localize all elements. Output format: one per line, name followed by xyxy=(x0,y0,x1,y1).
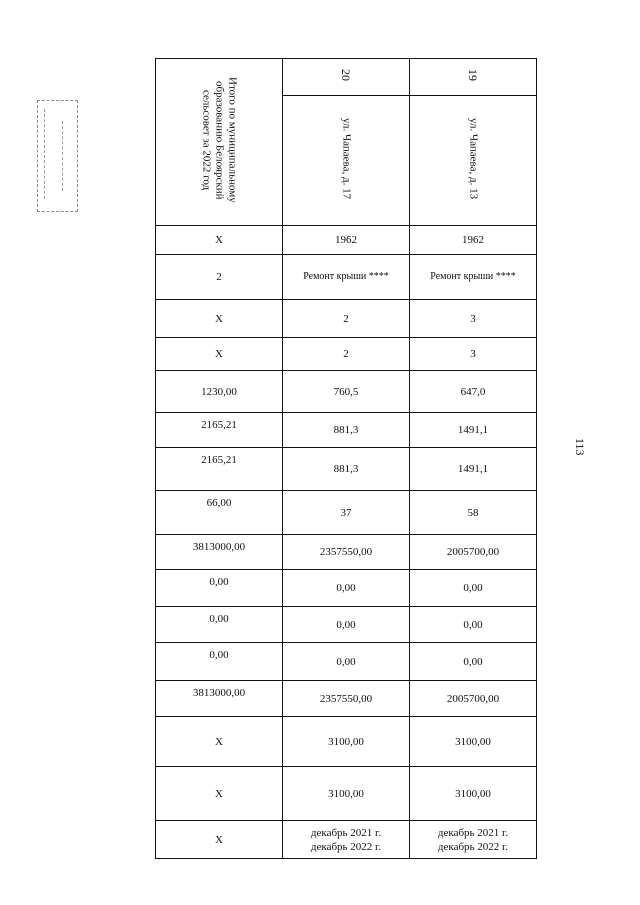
total-cell: X xyxy=(156,717,283,767)
cell-19: 3 xyxy=(410,300,537,338)
data-table xyxy=(155,58,537,859)
cell-20: 2 xyxy=(283,338,410,371)
table-row xyxy=(156,821,537,859)
table-row xyxy=(156,338,537,371)
total-cell: X xyxy=(156,821,283,859)
cell-20: 0,00 xyxy=(283,643,410,681)
cell-19: 0,00 xyxy=(410,643,537,681)
table-row xyxy=(156,570,537,607)
address-cell-20: ул. Чапаева, д. 17 xyxy=(283,96,410,226)
cell-19: 3100,00 xyxy=(410,717,537,767)
cell-19: 1491,1 xyxy=(410,413,537,448)
cell-20: 3100,00 xyxy=(283,767,410,821)
total-header-cell xyxy=(156,59,283,226)
col-number-20: 20 xyxy=(283,59,410,96)
total-cell: 0,00 xyxy=(156,570,283,607)
total-cell: 1230,00 xyxy=(156,371,283,413)
total-cell: X xyxy=(156,338,283,371)
cell-19: Ремонт крыши **** xyxy=(410,255,537,300)
cell-19: 1491,1 xyxy=(410,448,537,491)
table-row xyxy=(156,226,537,255)
table-row xyxy=(156,413,537,448)
table-row xyxy=(156,491,537,535)
cell-19: 3 xyxy=(410,338,537,371)
cell-19: 647,0 xyxy=(410,371,537,413)
page-number: 113 xyxy=(573,438,587,456)
table-row xyxy=(156,255,537,300)
total-header-label: Итого по муниципальному образованию Белоярский сельсовет за 2022 год xyxy=(200,77,239,203)
cell-20: 2357550,00 xyxy=(283,535,410,570)
total-cell: 66,00 xyxy=(156,491,283,535)
cell-20: 3100,00 xyxy=(283,717,410,767)
table-row xyxy=(156,643,537,681)
cell-20: 881,3 xyxy=(283,448,410,491)
cell-19: 2005700,00 xyxy=(410,535,537,570)
cell-20 xyxy=(283,821,410,859)
cell-20: 881,3 xyxy=(283,413,410,448)
table-row xyxy=(156,535,537,570)
cell-19: 0,00 xyxy=(410,607,537,643)
period-start-20: декабрь 2021 г. xyxy=(310,826,382,839)
cell-20: 2 xyxy=(283,300,410,338)
total-cell: 3813000,00 xyxy=(156,681,283,717)
table-row xyxy=(156,448,537,491)
period-end-19: декабрь 2022 г. xyxy=(437,840,509,853)
cell-19: 0,00 xyxy=(410,570,537,607)
cell-19: 1962 xyxy=(410,226,537,255)
total-cell: 2 xyxy=(156,255,283,300)
cell-20: 0,00 xyxy=(283,607,410,643)
table-row xyxy=(156,767,537,821)
total-cell: 0,00 xyxy=(156,607,283,643)
col-number-19: 19 xyxy=(410,59,537,96)
cell-19 xyxy=(410,821,537,859)
cell-19: 3100,00 xyxy=(410,767,537,821)
cell-20: 37 xyxy=(283,491,410,535)
total-cell: X xyxy=(156,300,283,338)
total-cell: X xyxy=(156,767,283,821)
table-row xyxy=(156,607,537,643)
cell-20: Ремонт крыши **** xyxy=(283,255,410,300)
table-row xyxy=(156,681,537,717)
total-cell: 2165,21 xyxy=(156,413,283,448)
address-cell-19: ул. Чапаева, д. 13 xyxy=(410,96,537,226)
table-row xyxy=(156,371,537,413)
faded-stamp xyxy=(37,100,78,212)
period-start-19: декабрь 2021 г. xyxy=(437,826,509,839)
table-header-numbers-row xyxy=(156,59,537,96)
total-cell: X xyxy=(156,226,283,255)
cell-20: 0,00 xyxy=(283,570,410,607)
total-cell: 2165,21 xyxy=(156,448,283,491)
total-cell: 3813000,00 xyxy=(156,535,283,570)
cell-19: 2005700,00 xyxy=(410,681,537,717)
cell-19: 58 xyxy=(410,491,537,535)
cell-20: 2357550,00 xyxy=(283,681,410,717)
cell-20: 1962 xyxy=(283,226,410,255)
table-row xyxy=(156,717,537,767)
period-end-20: декабрь 2022 г. xyxy=(310,840,382,853)
table-row xyxy=(156,300,537,338)
total-cell: 0,00 xyxy=(156,643,283,681)
cell-20: 760,5 xyxy=(283,371,410,413)
